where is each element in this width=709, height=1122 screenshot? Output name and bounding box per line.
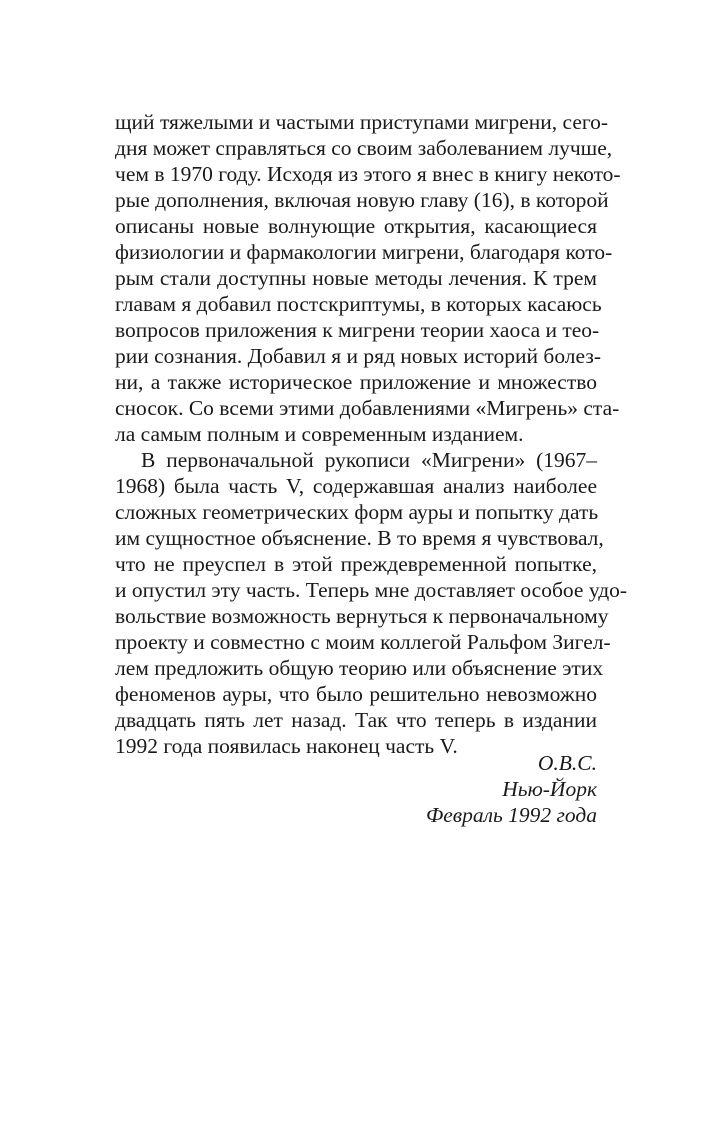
- signature-date: Февраль 1992 года: [425, 803, 597, 827]
- text-line: вопросов приложения к мигрени теории хаоса и тео-: [115, 318, 600, 342]
- text-line: 1968) была часть V, содержавшая анализ наиболее: [115, 474, 597, 498]
- text-line: 1992 года появилась наконец часть V.: [115, 734, 458, 758]
- text-line: вольствие возможность вернуться к первоначальному: [115, 604, 609, 628]
- signature-block: [426, 750, 597, 828]
- text-line: ла самым полным и современным изданием.: [115, 422, 524, 446]
- text-line: и опустил эту часть. Теперь мне доставляет особое удо-: [115, 578, 628, 602]
- text-line: проекту и совместно с моим коллегой Ральфом Зигел-: [115, 630, 611, 654]
- text-line: щий тяжелыми и частыми приступами мигрени, сего-: [115, 110, 609, 134]
- text-line: двадцать пять лет назад. Так что теперь в издании: [115, 708, 597, 732]
- text-line: сносок. Со всеми этими добавлениями «Мигрень» ста-: [115, 396, 620, 420]
- text-line: дня может справляться со своим заболеванием лучше,: [115, 136, 613, 160]
- text-line: главам я добавил постскриптумы, в которых касаюсь: [115, 292, 602, 316]
- body-text: [115, 109, 628, 759]
- text-line: лем предложить общую теорию или объяснение этих: [115, 656, 604, 680]
- text-line: сложных геометрических форм ауры и попытку дать: [115, 500, 599, 524]
- text-line: чем в 1970 году. Исходя из этого я внес в книгу некото-: [115, 162, 621, 186]
- text-line: физиологии и фармакологии мигрени, благодаря кото-: [115, 240, 613, 264]
- text-line: рии сознания. Добавил я и ряд новых историй болез-: [115, 344, 601, 368]
- text-line: ни, а также историческое приложение и множество: [115, 370, 597, 394]
- text-line: В первоначальной рукописи «Мигрени» (1967–: [141, 448, 597, 472]
- text-line: что не преуспел в этой преждевременной попытке,: [115, 552, 597, 576]
- text-line: рые дополнения, включая новую главу (16), в которой: [115, 188, 609, 212]
- text-line: феноменов ауры, что было решительно невозможно: [115, 682, 597, 706]
- text-line: рым стали доступны новые методы лечения. К трем: [115, 266, 597, 290]
- signature-city: Нью-Йорк: [502, 777, 597, 801]
- text-line: описаны новые волнующие открытия, касающиеся: [115, 214, 597, 238]
- text-line: им сущностное объяснение. В то время я чувствовал,: [115, 526, 604, 550]
- author-initials: О.В.С.: [537, 751, 597, 775]
